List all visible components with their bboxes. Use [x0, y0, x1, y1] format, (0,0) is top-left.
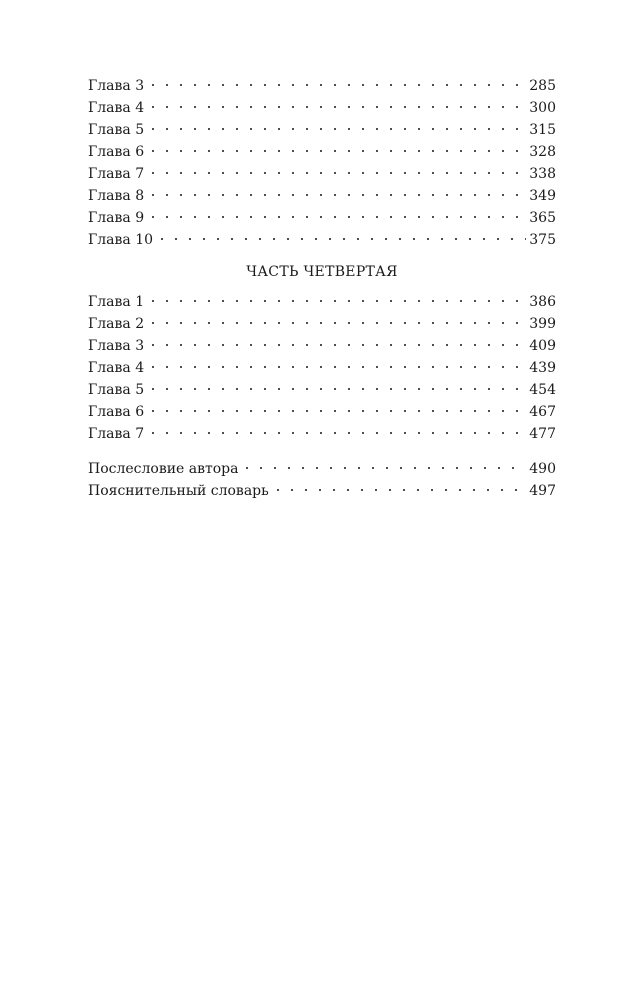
toc-entry[interactable] [88, 119, 556, 141]
toc-entry-title: Послесловие автора [88, 461, 239, 477]
toc-entry-page: 386 [529, 294, 556, 310]
toc-entry[interactable] [88, 229, 556, 251]
toc-entry[interactable] [88, 357, 556, 379]
toc-entry[interactable] [88, 141, 556, 163]
part-4-heading: ЧАСТЬ ЧЕТВЕРТАЯ [246, 264, 398, 280]
dot-leader [146, 194, 526, 196]
toc-entry-title: Глава 6 [88, 404, 145, 420]
toc-entry-page: 338 [529, 166, 556, 182]
dot-leader [146, 366, 526, 368]
toc-entry-page: 285 [529, 78, 556, 94]
toc-entry-title: Глава 7 [88, 426, 145, 442]
dot-leader [146, 300, 526, 302]
toc-entry[interactable] [88, 423, 556, 445]
dot-leader [146, 128, 526, 130]
dot-leader [146, 344, 526, 346]
toc-entry-title: Глава 7 [88, 166, 145, 182]
toc-entry[interactable] [88, 379, 556, 401]
toc-entry-title: Глава 8 [88, 188, 145, 204]
toc-entry-page: 477 [529, 426, 556, 442]
dot-leader [146, 410, 526, 412]
toc-entry[interactable] [88, 480, 556, 502]
dot-leader [146, 388, 526, 390]
dot-leader [146, 106, 526, 108]
toc-entry-title: Глава 3 [88, 78, 145, 94]
dot-leader [146, 150, 526, 152]
toc-entry-page: 439 [529, 360, 556, 376]
toc-entry[interactable] [88, 458, 556, 480]
toc-entry-page: 497 [529, 483, 556, 499]
toc-entry-title: Глава 5 [88, 122, 145, 138]
dot-leader [146, 322, 526, 324]
table-of-contents [88, 75, 556, 502]
dot-leader [155, 238, 526, 240]
dot-leader [146, 84, 526, 86]
dot-leader [146, 432, 526, 434]
dot-leader [146, 172, 526, 174]
toc-entry[interactable] [88, 401, 556, 423]
toc-entry[interactable] [88, 97, 556, 119]
toc-entry-page: 409 [529, 338, 556, 354]
toc-entry-title: Глава 9 [88, 210, 145, 226]
toc-entry-title: Глава 3 [88, 338, 145, 354]
toc-entry[interactable] [88, 313, 556, 335]
toc-entry-title: Пояснительный словарь [88, 483, 269, 499]
section-spacer [88, 445, 556, 458]
toc-entry-page: 315 [529, 122, 556, 138]
toc-entry-page: 490 [529, 461, 556, 477]
part-4-entries [88, 291, 556, 445]
dot-leader [146, 216, 526, 218]
toc-entry-title: Глава 6 [88, 144, 145, 160]
toc-entry-title: Глава 5 [88, 382, 145, 398]
toc-entry-page: 375 [529, 232, 556, 248]
toc-entry-title: Глава 4 [88, 360, 145, 376]
toc-entry[interactable] [88, 207, 556, 229]
toc-entry-page: 365 [529, 210, 556, 226]
toc-entry-page: 349 [529, 188, 556, 204]
back-matter-entries [88, 458, 556, 502]
dot-leader [240, 467, 526, 469]
toc-entry[interactable] [88, 335, 556, 357]
toc-entry-title: Глава 1 [88, 294, 145, 310]
toc-entry-title: Глава 4 [88, 100, 145, 116]
toc-entry[interactable] [88, 163, 556, 185]
toc-entry-page: 300 [529, 100, 556, 116]
toc-entry-page: 467 [529, 404, 556, 420]
toc-entry-page: 328 [529, 144, 556, 160]
toc-entry-page: 454 [529, 382, 556, 398]
toc-entry[interactable] [88, 75, 556, 97]
dot-leader [271, 489, 527, 491]
toc-entry[interactable] [88, 291, 556, 313]
toc-entry[interactable] [88, 185, 556, 207]
toc-entry-title: Глава 2 [88, 316, 145, 332]
toc-entry-title: Глава 10 [88, 232, 154, 248]
toc-entry-page: 399 [529, 316, 556, 332]
part-3-entries [88, 75, 556, 251]
